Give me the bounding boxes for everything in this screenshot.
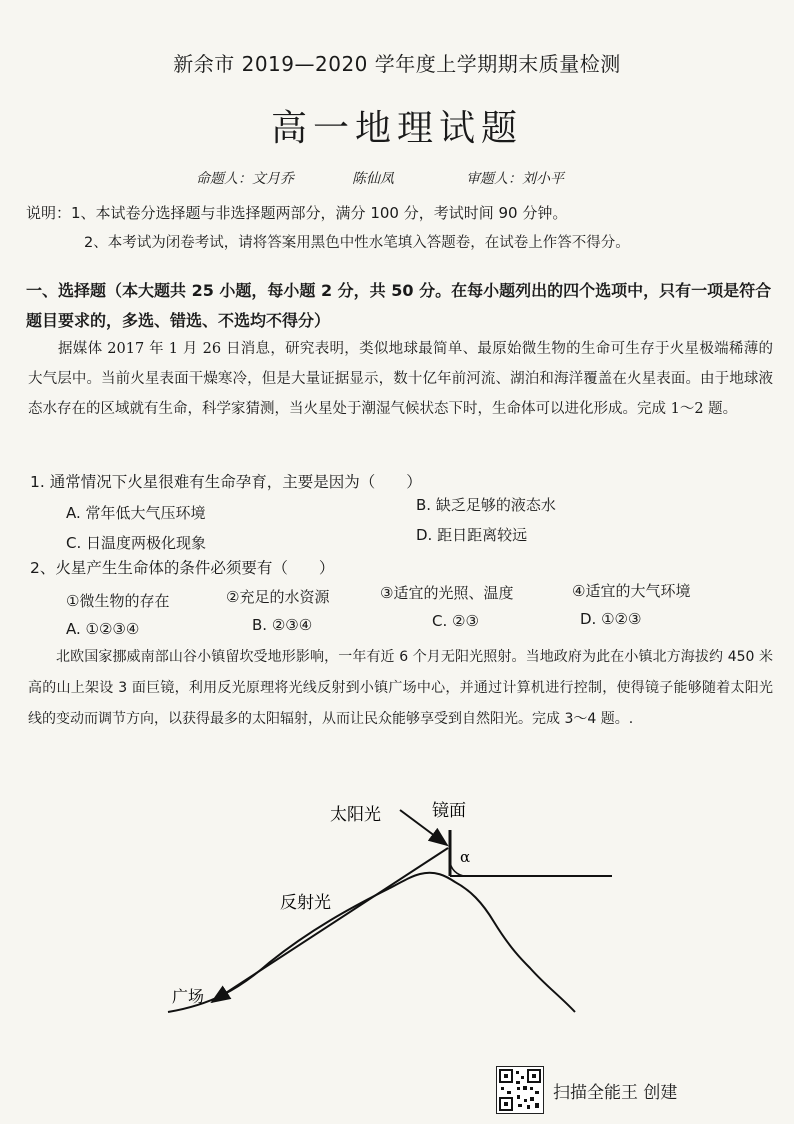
- sunlight-label: 太阳光: [330, 805, 381, 825]
- q1-option-d: D. 距日距离较远: [416, 526, 528, 544]
- scanner-watermark: 扫描全能王 创建: [553, 1083, 678, 1103]
- question-1-stem: 1. 通常情况下火星很难有生命孕育，主要是因为（ ）: [30, 473, 422, 491]
- q2-option-b: B. ②③④: [252, 616, 313, 634]
- passage-2: 北欧国家挪威南部山谷小镇留坎受地形影响，一年有近 6 个月无阳光照射。当地政府为此在小镇北方海拔约 450 米高的山上架设 3 面巨镜，利用反光原理将光线反射到小镇广场中心，并通过计算机进行控制，使得镜子能够随着太阳光线的变动而调节方向，以获得最多的太阳辐射，从而让民众能够享受到自然阳光。完成 3～4 题。.: [28, 649, 773, 727]
- mirror-label: 镜面: [432, 801, 466, 821]
- reflected-label: 反射光: [280, 893, 331, 913]
- exam-name: 新余市 2019—2020 学年度上学期期末质量检测: [173, 52, 621, 76]
- q2-option-a: A. ①②③④: [66, 620, 140, 638]
- setter2-name: 陈仙凤: [352, 171, 394, 187]
- q2-choice-4: ④适宜的大气环境: [572, 582, 691, 600]
- passage-1: 据媒体 2017 年 1 月 26 日消息，研究表明，类似地球最简单、最原始微生物的生命可生存于火星极端稀薄的大气层中。当前火星表面干燥寒冷，但是大量证据显示，数十亿年前河流、湖泊和海洋覆盖在火星表面。由于地球液态水存在的区域就有生命，科学家猜测，当火星处于潮湿气候状态下时，生命体可以进化形成。完成 1～2 题。: [28, 341, 773, 417]
- q1-option-a: A. 常年低大气压环境: [66, 504, 206, 522]
- q2-option-d: D. ①②③: [580, 610, 642, 628]
- setter-name: 命题人：文月乔: [196, 171, 294, 187]
- q2-choice-1: ①微生物的存在: [66, 592, 170, 610]
- q2-option-c: C. ②③: [432, 612, 479, 630]
- question-2-stem: 2、火星产生生命体的条件必须要有（ ）: [30, 559, 335, 577]
- q1-option-b: B. 缺乏足够的液态水: [416, 496, 556, 514]
- mirror-reflection-diagram: [150, 790, 630, 1030]
- plaza-label: 广场: [172, 987, 205, 1006]
- reviewer-name: 审题人：刘小平: [466, 171, 564, 187]
- instruction-2: 2、本考试为闭卷考试，请将答案用黑色中性水笔填入答题卷，在试卷上作答不得分。: [84, 235, 630, 251]
- instruction-1: 说明：1、本试卷分选择题与非选择题两部分，满分 100 分，考试时间 90 分钟。: [26, 204, 568, 222]
- reflected-arrow: [212, 848, 448, 1002]
- angle-label: α: [460, 848, 471, 866]
- q1-option-c: C. 日温度两极化现象: [66, 534, 207, 552]
- page-title: 高一地理试题: [270, 108, 523, 149]
- q2-choice-2: ②充足的水资源: [226, 588, 330, 606]
- qr-code-icon: [496, 1066, 544, 1114]
- section-heading: 一、选择题（本大题共 25 小题，每小题 2 分，共 50 分。在每小题列出的四个选项中，只有一项是符合题目要求的，多选、错选、不选均不得分）: [26, 281, 772, 330]
- q2-choice-3: ③适宜的光照、温度: [380, 584, 514, 602]
